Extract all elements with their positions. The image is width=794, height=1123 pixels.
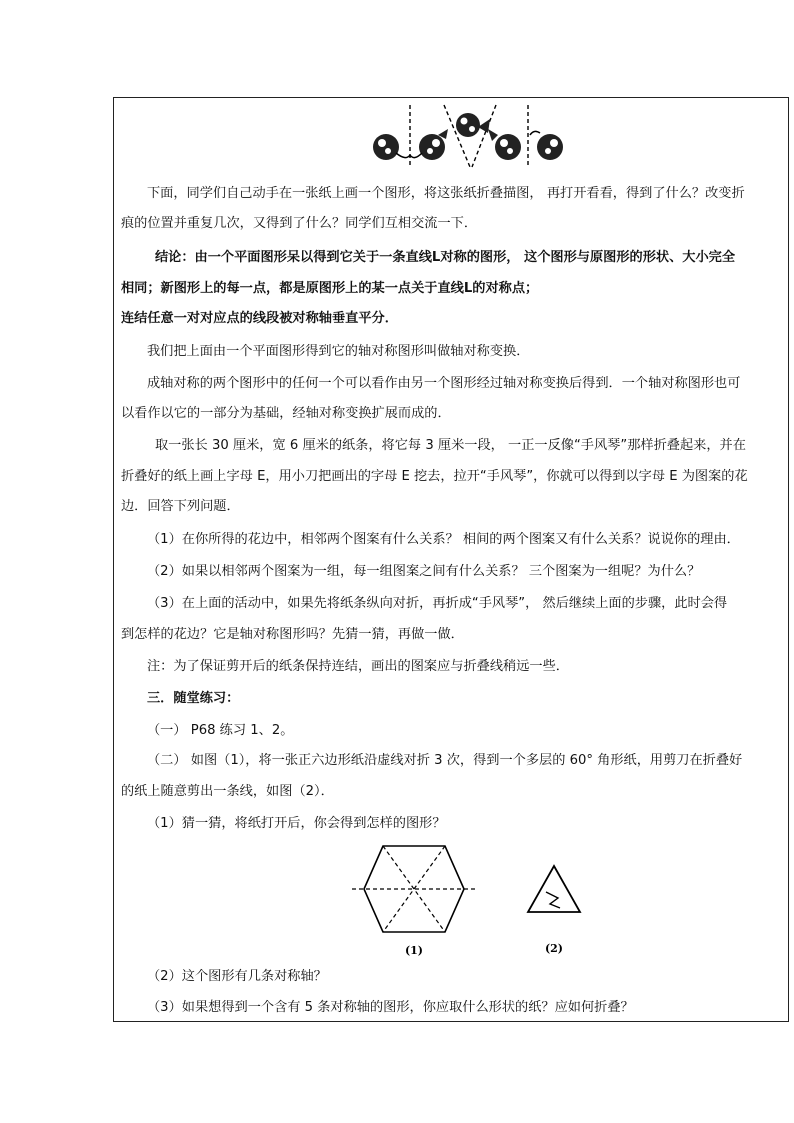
fish-shape-5 <box>530 131 563 160</box>
hexagon-figure <box>350 842 480 960</box>
exercise-2-line2: 的纸上随意剪出一条线，如图（2）． <box>121 784 334 799</box>
question-3-line1: （3）在上面的活动中，如果先将纸条纵向对折，再折成“手风琴”， 然后继续上面的步骤，此时会得 <box>147 596 728 611</box>
question-1: （1）在你所得的花边中，相邻两个图案有什么关系？ 相间的两个图案又有什么关系？说说你的理由． <box>147 532 740 547</box>
definition-paragraph: 我们把上面由一个平面图形得到它的轴对称图形叫做轴对称变换． <box>147 344 530 359</box>
fish-shape-2 <box>410 129 448 160</box>
paragraph-activity-line1: 下面，同学们自己动手在一张纸上画一个图形，将这张纸折叠描图， 再打开看看，得到了什么？改变折 <box>147 186 745 201</box>
paragraph-paper-line1: 取一张长 30 厘米，宽 6 厘米的纸条，将它每 3 厘米一段， 一正一反像“手风琴”那样折叠起来，并在 <box>155 438 746 453</box>
fish-symmetry-illustration <box>368 103 568 169</box>
question-3-line2: 到怎样的花边？它是轴对称图形吗？先猜一猜，再做一做． <box>121 627 464 642</box>
paragraph-paper-line3: 边．回答下列问题． <box>121 499 240 514</box>
exercise-2-line1: （二） 如图（1），将一张正六边形纸沿虚线对折 3 次，得到一个多层的 60° 角形纸，用剪刀在折叠好 <box>147 753 743 768</box>
exercise-2-question-1: （1）猜一猜，将纸打开后，你会得到怎样的图形？ <box>147 816 446 831</box>
question-2: （2）如果以相邻两个图案为一组，每一组图案之间有什么关系？ 三个图案为一组呢？为什么？ <box>147 564 701 579</box>
figure-2-label: (2) <box>544 942 564 955</box>
section-heading-practice: 三．随堂练习： <box>147 691 240 706</box>
conclusion-line2: 相同；新图形上的每一点，都是原图形上的某一点关于直线L的对称点； <box>121 281 539 296</box>
exercise-2-question-2: （2）这个图形有几条对称轴？ <box>147 969 327 984</box>
fish-shape-1 <box>373 134 410 160</box>
paragraph-transform-line1: 成轴对称的两个图形中的任何一个可以看作由另一个图形经过轴对称变换后得到．一个轴对称图形也可 <box>147 376 741 391</box>
conclusion-line1: 结论：由一个平面图形呆以得到它关于一条直线L对称的图形， 这个图形与原图形的形状、大小完全 <box>155 250 736 265</box>
exercise-1: （一） P68 练习 1、2。 <box>147 723 294 738</box>
folded-triangle-figure <box>524 862 586 958</box>
exercise-2-question-3: （3）如果想得到一个含有 5 条对称轴的图形，你应取什么形状的纸？应如何折叠？ <box>147 1000 634 1015</box>
figure-1-label: (1) <box>404 944 424 957</box>
fish-shape-4 <box>488 129 521 160</box>
paragraph-activity-line2: 痕的位置并重复几次，又得到了什么？同学们互相交流一下． <box>121 216 478 231</box>
paragraph-transform-line2: 以看作以它的一部分为基础，经轴对称变换扩展而成的． <box>121 406 451 421</box>
paragraph-paper-line2: 折叠好的纸上画上字母 E，用小刀把画出的字母 E 挖去，拉开“手风琴”，你就可以得到以字母 E 为图案的花 <box>121 469 748 484</box>
note-paragraph: 注：为了保证剪开后的纸条保持连结，画出的图案应与折叠线稍远一些． <box>147 659 569 674</box>
conclusion-line3: 连结任意一对对应点的线段被对称轴垂直平分． <box>121 311 398 326</box>
